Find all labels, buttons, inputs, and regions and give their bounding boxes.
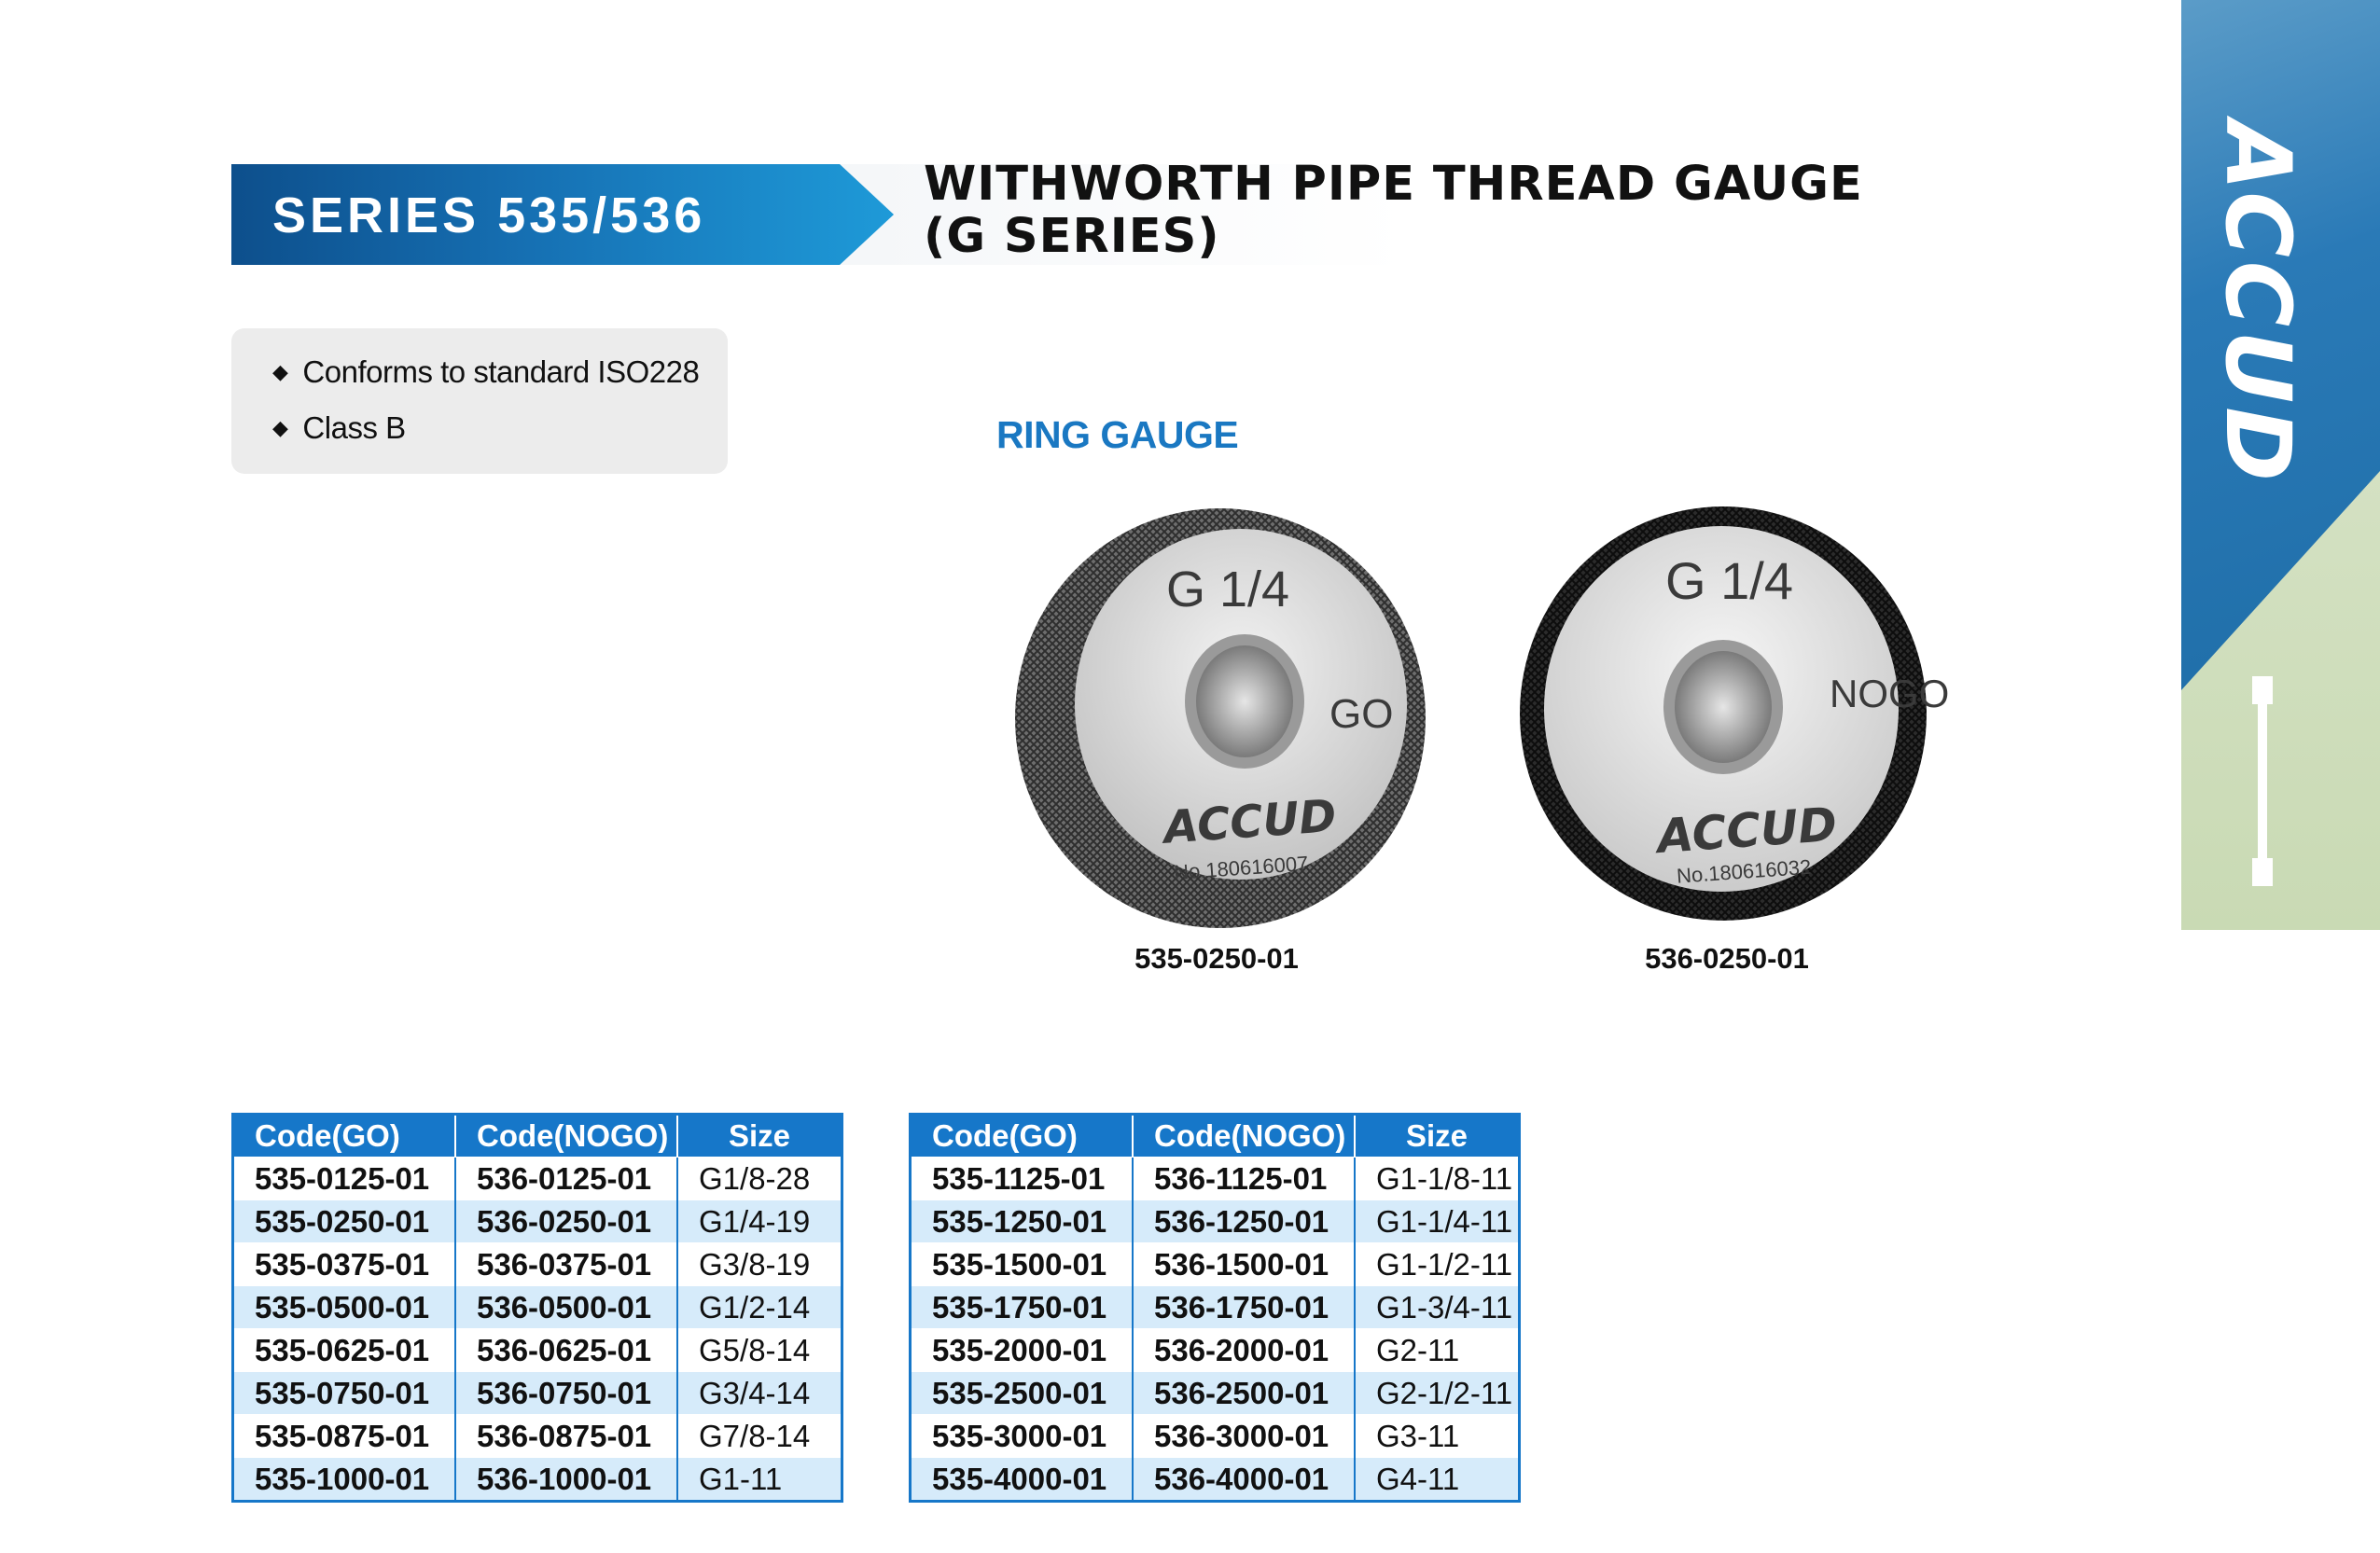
column-header-code-go: Code(GO): [233, 1115, 456, 1158]
cell-code-go: 535-1250-01: [911, 1200, 1134, 1243]
table-row: [233, 1243, 842, 1286]
cell-size: G1-11: [677, 1458, 842, 1502]
feature-text: Conforms to standard ISO228: [302, 354, 700, 389]
cell-code-go: 535-0625-01: [233, 1329, 456, 1372]
cell-code-nogo: 536-0500-01: [455, 1286, 677, 1329]
go-ring-gauge-image: [1008, 494, 1427, 933]
table-row: [233, 1372, 842, 1415]
diamond-bullet-icon: ◆: [272, 416, 288, 439]
table-header-row: [911, 1115, 1520, 1158]
go-gauge-caption: 535-0250-01: [1134, 942, 1299, 975]
ring-gauge-heading: RING GAUGE: [996, 413, 1239, 456]
brand-logo: ACCUD: [2206, 121, 2310, 485]
cell-code-go: 535-1500-01: [911, 1243, 1134, 1286]
table-row: [233, 1200, 842, 1243]
cell-code-go: 535-3000-01: [911, 1415, 1134, 1458]
cell-code-nogo: 536-1500-01: [1133, 1243, 1355, 1286]
table-row: [911, 1200, 1520, 1243]
table-row: [911, 1415, 1520, 1458]
cell-code-go: 535-2500-01: [911, 1372, 1134, 1415]
cell-code-nogo: 536-2000-01: [1133, 1329, 1355, 1372]
table-row: [233, 1329, 842, 1372]
cell-size: G3-11: [1355, 1415, 1520, 1458]
cell-code-go: 535-0375-01: [233, 1243, 456, 1286]
nogo-gauge-caption: 536-0250-01: [1645, 942, 1809, 975]
go-engraving-brand: ACCUD: [1162, 789, 1339, 854]
cell-code-nogo: 536-1250-01: [1133, 1200, 1355, 1243]
table-row: [233, 1286, 842, 1329]
go-engraving-size: G 1/4: [1166, 562, 1290, 617]
table-row: [911, 1458, 1520, 1502]
cell-size: G1-1/4-11: [1355, 1200, 1520, 1243]
page-title: WITHWORTH PIPE THREAD GAUGE: [924, 157, 1863, 212]
table-row: [233, 1415, 842, 1458]
cell-code-nogo: 536-1125-01: [1133, 1158, 1355, 1200]
cell-size: G7/8-14: [677, 1415, 842, 1458]
table-row: [911, 1372, 1520, 1415]
page-subtitle: (G SERIES): [924, 209, 1220, 264]
cell-code-go: 535-0750-01: [233, 1372, 456, 1415]
cell-code-go: 535-0125-01: [233, 1158, 456, 1200]
table-row: [911, 1329, 1520, 1372]
go-engraving-serial: No.180616007: [1173, 851, 1310, 884]
cell-code-go: 535-1000-01: [233, 1458, 456, 1502]
table-row: [233, 1458, 842, 1502]
cell-code-nogo: 536-3000-01: [1133, 1415, 1355, 1458]
cell-size: G2-1/2-11: [1355, 1372, 1520, 1415]
nogo-engraving-size: G 1/4: [1665, 551, 1793, 610]
cell-code-go: 535-0500-01: [233, 1286, 456, 1329]
features-box: [231, 328, 728, 474]
column-header-code-nogo: Code(NOGO): [1133, 1115, 1355, 1158]
cell-size: G3/4-14: [677, 1372, 842, 1415]
nogo-engraving-serial: No.180616032: [1676, 854, 1813, 888]
diamond-bullet-icon: ◆: [272, 360, 288, 383]
cell-code-go: 535-0250-01: [233, 1200, 456, 1243]
cell-code-go: 535-1750-01: [911, 1286, 1134, 1329]
column-header-code-go: Code(GO): [911, 1115, 1134, 1158]
column-header-code-nogo: Code(NOGO): [455, 1115, 677, 1158]
size-table-right: [909, 1113, 1521, 1503]
cell-code-go: 535-4000-01: [911, 1458, 1134, 1502]
cell-code-nogo: 536-0625-01: [455, 1329, 677, 1372]
go-engraving-type: GO: [1329, 691, 1394, 737]
cell-code-nogo: 536-1750-01: [1133, 1286, 1355, 1329]
cell-code-nogo: 536-4000-01: [1133, 1458, 1355, 1502]
cell-size: G2-11: [1355, 1329, 1520, 1372]
table-header-row: [233, 1115, 842, 1158]
cell-size: G1-3/4-11: [1355, 1286, 1520, 1329]
feature-text: Class B: [302, 410, 406, 445]
series-label: SERIES 535/536: [272, 187, 706, 243]
table-row: [233, 1158, 842, 1200]
cell-code-nogo: 536-0375-01: [455, 1243, 677, 1286]
table-row: [911, 1243, 1520, 1286]
cell-code-go: 535-1125-01: [911, 1158, 1134, 1200]
table-row: [911, 1158, 1520, 1200]
cell-size: G1/8-28: [677, 1158, 842, 1200]
cell-size: G1-1/8-11: [1355, 1158, 1520, 1200]
feature-item: [272, 410, 406, 446]
nogo-ring-gauge-image: [1516, 494, 1950, 933]
table-row: [911, 1286, 1520, 1329]
plug-gauge-icon: [2250, 676, 2275, 886]
cell-code-nogo: 536-2500-01: [1133, 1372, 1355, 1415]
nogo-engraving-type: NOGO: [1830, 672, 1950, 715]
cell-size: G1-1/2-11: [1355, 1243, 1520, 1286]
cell-code-go: 535-2000-01: [911, 1329, 1134, 1372]
nogo-engraving-brand: ACCUD: [1655, 797, 1839, 865]
cell-code-nogo: 536-0750-01: [455, 1372, 677, 1415]
cell-code-nogo: 536-0250-01: [455, 1200, 677, 1243]
column-header-size: Size: [1355, 1115, 1520, 1158]
column-header-size: Size: [677, 1115, 842, 1158]
size-table-left: [231, 1113, 843, 1503]
cell-code-nogo: 536-0875-01: [455, 1415, 677, 1458]
cell-code-nogo: 536-0125-01: [455, 1158, 677, 1200]
feature-item: [272, 354, 699, 390]
cell-size: G1/2-14: [677, 1286, 842, 1329]
cell-size: G5/8-14: [677, 1329, 842, 1372]
cell-code-nogo: 536-1000-01: [455, 1458, 677, 1502]
cell-size: G1/4-19: [677, 1200, 842, 1243]
cell-code-go: 535-0875-01: [233, 1415, 456, 1458]
cell-size: G4-11: [1355, 1458, 1520, 1502]
cell-size: G3/8-19: [677, 1243, 842, 1286]
